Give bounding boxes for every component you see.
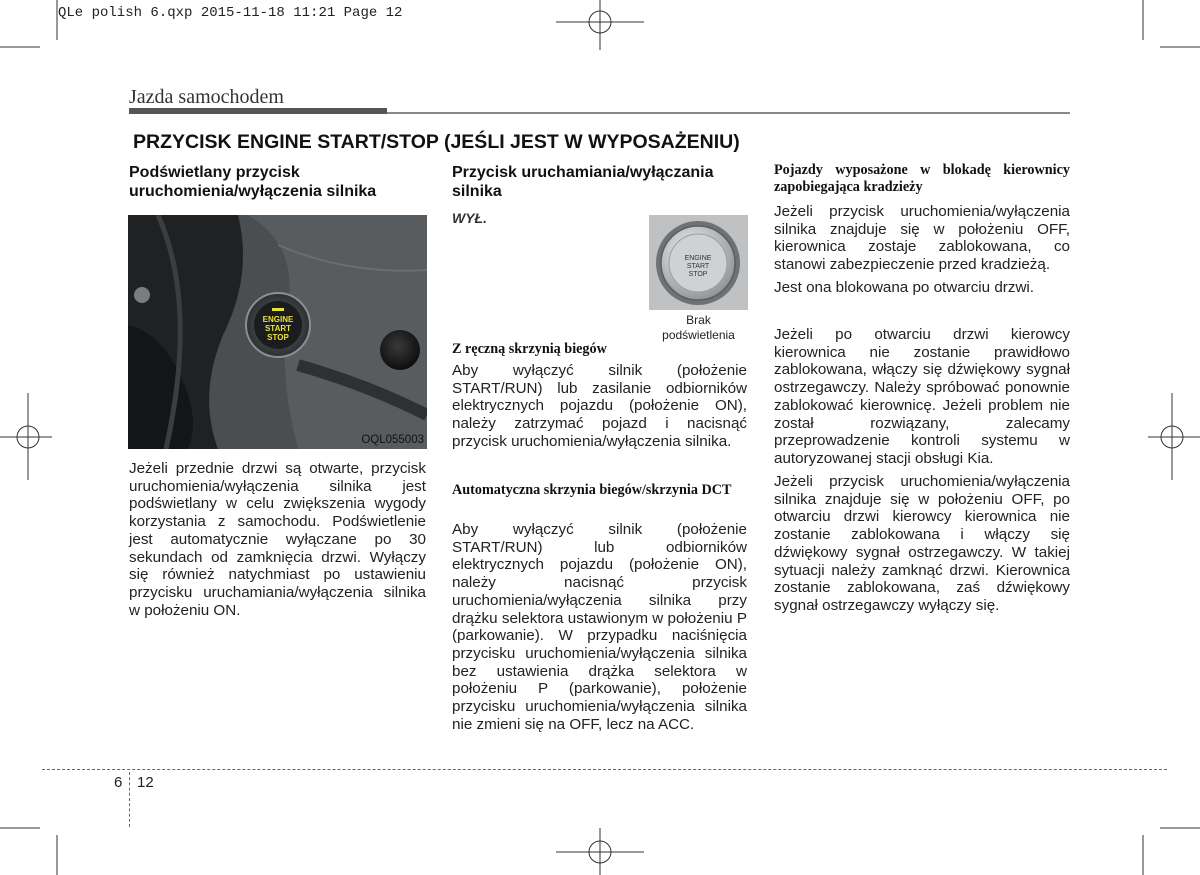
unlit-label-stop: STOP — [688, 271, 708, 278]
unlit-label-engine: ENGINE — [684, 255, 712, 262]
col1-heading: Podświetlany przycisk uruchomienia/wyłączenia silnika — [129, 164, 377, 200]
col3-paragraph-1: Jeżeli przycisk uruchomienia/wyłączenia silnika znajduje się w położeniu OFF, kierownica zostaje zablokowana, co stanowi zabezpieczenie przed kradzieżą. — [774, 203, 1070, 274]
registration-mark-left — [0, 393, 52, 480]
auto-heading: Automatyczna skrzynia biegów/skrzynia DCT — [452, 482, 732, 498]
registration-mark-top — [556, 0, 644, 50]
manual-body: Aby wyłączyć silnik (położenie START/RUN) lub zasilanie odbiorników elektrycznych pojazdu (położenie ON), należy zatrzymać pojazd i nacisnąć przycisk uruchomienia/wyłączenia silnika. — [452, 362, 747, 450]
section-title-rule — [387, 112, 1070, 114]
footer-divider — [129, 772, 130, 827]
unlit-label-start: START — [686, 263, 710, 270]
registration-mark-right — [1148, 393, 1200, 480]
col1-body: Jeżeli przednie drzwi są otwarte, przycisk uruchomienia/wyłączenia silnika jest podświetlany w celu zwiększenia wygody korzystania z samochodu. Podświetlenie jest automatycznie wyłączane po 30 sekundach od zamknięcia drzwi. Wyłączy się również natychmiast po ustawieniu przycisku uruchamiania/wyłączenia silnika w położeniu ON. — [129, 460, 426, 619]
dashboard-illustration — [128, 215, 427, 449]
section-title-bar — [129, 108, 387, 114]
col2-heading: Przycisk uruchamiania/wyłączania silnika — [452, 164, 714, 200]
unlit-caption: Brak podświetlenia — [662, 313, 735, 342]
unlit-button-illustration — [649, 215, 748, 310]
page-heading: PRZYCISK ENGINE START/STOP (JEŚLI JEST W WYPOSAŻENIU) — [133, 131, 740, 153]
col2-subheading: WYŁ. — [452, 210, 487, 226]
chapter-number: 6 — [114, 774, 123, 791]
auto-body: Aby wyłączyć silnik (położenie START/RUN) lub odbiorników elektrycznych pojazdu (położenie ON), należy nacisnąć przycisk uruchomienia/wyłączenia silnika przy drążku selektora ustawionym w położeniu P (parkowanie). W przypadku naciśnięcia przycisku uruchomienia/wyłączenia silnika bez ustawienia drążka selektora w położeniu P (parkowanie), położenie przycisku uruchomienia/wyłączenia silnika nie zmieni się na OFF, lecz na ACC. — [452, 521, 747, 733]
button-label-start: START — [264, 324, 292, 333]
col3-paragraph-4: Jeżeli przycisk uruchomienia/wyłączenia silnika znajduje się w położeniu OFF, po otwarciu drzwi kierowcy kierownica nie zostanie zablokowana i włączy się dźwiękowy sygnał ostrzegawczy. W takiej sytuacji należy zamknąć drzwi. Kierownica zostanie zablokowana, zaś dźwiękowy sygnał ostrzegawczy wyłączy się. — [774, 473, 1070, 614]
unlit-button-photo — [649, 215, 748, 345]
button-label-stop: STOP — [267, 333, 289, 342]
manual-heading: Z ręczną skrzynią biegów — [452, 341, 607, 357]
footer-rule — [42, 769, 1167, 770]
registration-mark-bottom — [556, 828, 644, 875]
button-label-engine: ENGINE — [262, 315, 294, 324]
unlit-button-image — [649, 215, 748, 310]
print-header: QLe polish 6.qxp 2015-11-18 11:21 Page 12 — [58, 5, 403, 21]
figure-code: OQL055003 — [361, 434, 424, 446]
col3-paragraph-3: Jeżeli po otwarciu drzwi kierowcy kierownica nie zostanie prawidłowo zablokowana, włączy się dźwiękowy sygnał ostrzegawczy. Należy spróbować ponownie zablokować kierownicę. Jeżeli problem nie został rozwiązany, zalecamy przeprowadzenie kontroli systemu w autoryzowanej stacji obsługi Kia. — [774, 326, 1070, 467]
section-title: Jazda samochodem — [129, 86, 284, 108]
page-number: 12 — [137, 774, 154, 791]
col3-paragraph-2: Jest ona blokowana po otwarciu drzwi. — [774, 279, 1035, 296]
illuminated-button-photo — [128, 215, 427, 449]
col3-heading: Pojazdy wyposażone w blokadę kierownicy zapobiegająca kradzieży — [774, 162, 1070, 195]
